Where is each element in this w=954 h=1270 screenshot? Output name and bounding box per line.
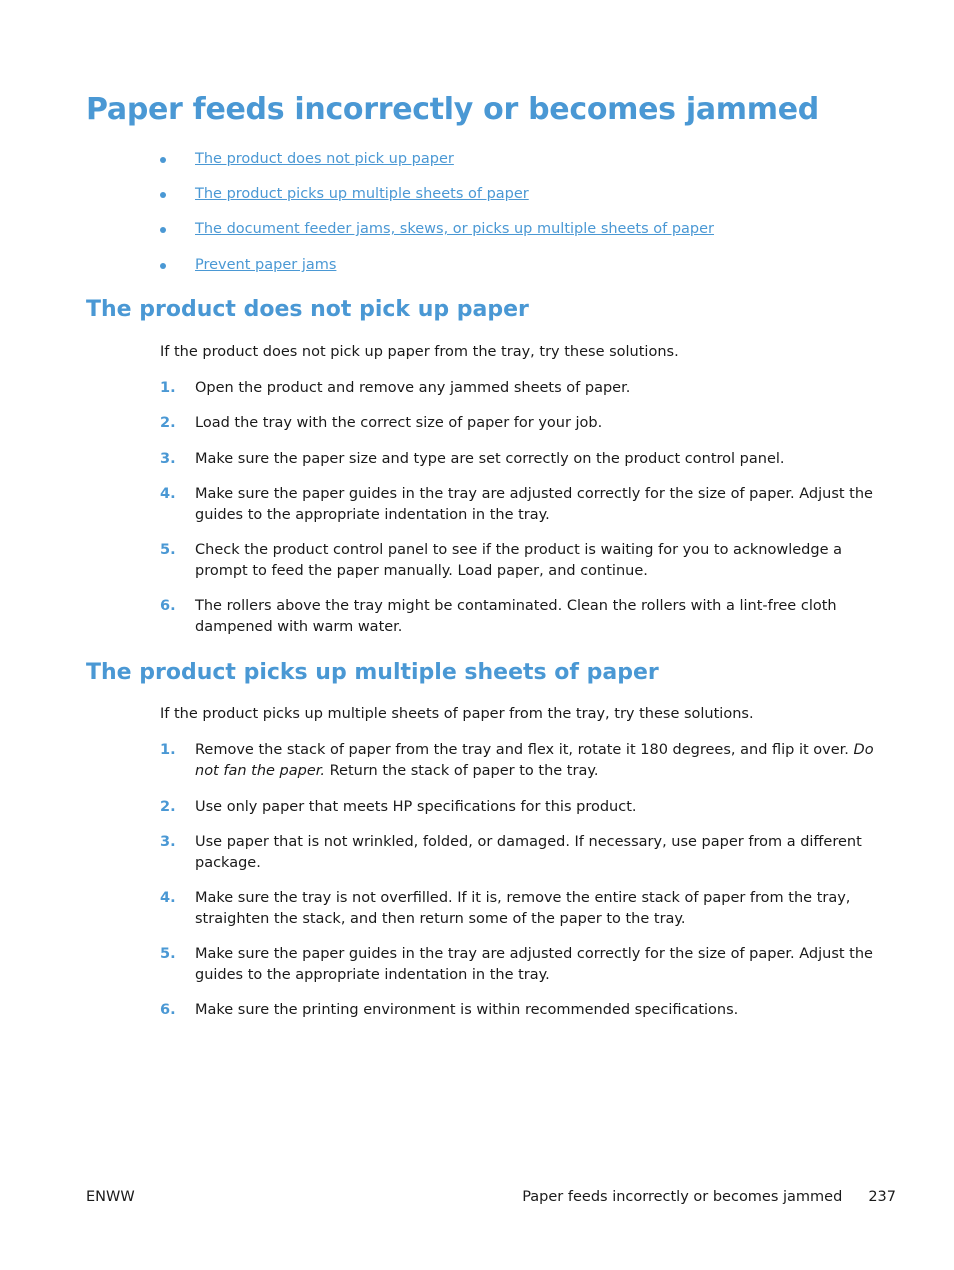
step-text [195, 740, 890, 782]
bullet-icon [160, 263, 166, 269]
step-number: 2. [160, 415, 176, 431]
step-number: 5. [160, 542, 176, 558]
toc-link-prevent-jams[interactable]: Prevent paper jams [195, 257, 337, 273]
bullet-icon [160, 157, 166, 163]
step-number: 3. [160, 451, 176, 467]
toc-link-document-feeder[interactable]: The document feeder jams, skews, or picks up multiple sheets of paper [195, 221, 715, 237]
footer-left-label: ENWW [86, 1189, 135, 1205]
step-number: 6. [160, 598, 176, 614]
step-text: Make sure the paper guides in the tray are adjusted correctly for the size of paper. Adjust the guides to the appropriate indentation in the tray. [195, 486, 873, 523]
section-intro: If the product does not pick up paper from the tray, try these solutions. [160, 344, 679, 360]
step-text: Make sure the paper size and type are set correctly on the product control panel. [195, 451, 785, 467]
step-text: Use paper that is not wrinkled, folded, or damaged. If necessary, use paper from a different package. [195, 834, 862, 871]
step-number: 4. [160, 486, 176, 502]
step-text: Load the tray with the correct size of paper for your job. [195, 415, 603, 431]
step-text: Make sure the printing environment is within recommended specifications. [195, 1002, 739, 1018]
step-text: Check the product control panel to see if the product is waiting for you to acknowledge a prompt to feed the paper manually. Load paper, and continue. [195, 542, 842, 579]
step-text-part: Remove the stack of paper from the tray and flex it, rotate it 180 degrees, and flip it over. [195, 742, 854, 758]
step-number: 4. [160, 890, 176, 906]
footer-chapter-title: Paper feeds incorrectly or becomes jammed [522, 1189, 843, 1205]
section-intro: If the product picks up multiple sheets of paper from the tray, try these solutions. [160, 706, 754, 722]
bullet-icon [160, 227, 166, 233]
step-number: 6. [160, 1002, 176, 1018]
section-heading-not-pick-up: The product does not pick up paper [86, 297, 529, 322]
step-text: Make sure the tray is not overfilled. If it is, remove the entire stack of paper from the tray, straighten the stack, and then return some of the paper to the tray. [195, 890, 851, 927]
step-text: Use only paper that meets HP specifications for this product. [195, 799, 637, 815]
toc-link-multiple-sheets[interactable]: The product picks up multiple sheets of paper [195, 186, 529, 202]
footer-right [522, 1189, 896, 1205]
step-text: Open the product and remove any jammed sheets of paper. [195, 380, 631, 396]
step-number: 5. [160, 946, 176, 962]
step-number: 1. [160, 380, 176, 396]
step-text: Make sure the paper guides in the tray are adjusted correctly for the size of paper. Adjust the guides to the appropriate indentation in the tray. [195, 946, 873, 983]
step-number: 3. [160, 834, 176, 850]
step-text-emphasis: Do not fan the paper. [195, 742, 874, 779]
step-number: 2. [160, 799, 176, 815]
step-text: The rollers above the tray might be contaminated. Clean the rollers with a lint-free cloth dampened with warm water. [195, 598, 837, 635]
bullet-icon [160, 192, 166, 198]
step-number: 1. [160, 742, 176, 758]
page-title: Paper feeds incorrectly or becomes jammed [86, 92, 819, 127]
section-heading-multiple-sheets: The product picks up multiple sheets of paper [86, 660, 659, 685]
toc-link-not-pick-up[interactable]: The product does not pick up paper [195, 151, 454, 167]
step-text-part: Return the stack of paper to the tray. [325, 763, 599, 779]
page-number: 237 [868, 1189, 896, 1205]
